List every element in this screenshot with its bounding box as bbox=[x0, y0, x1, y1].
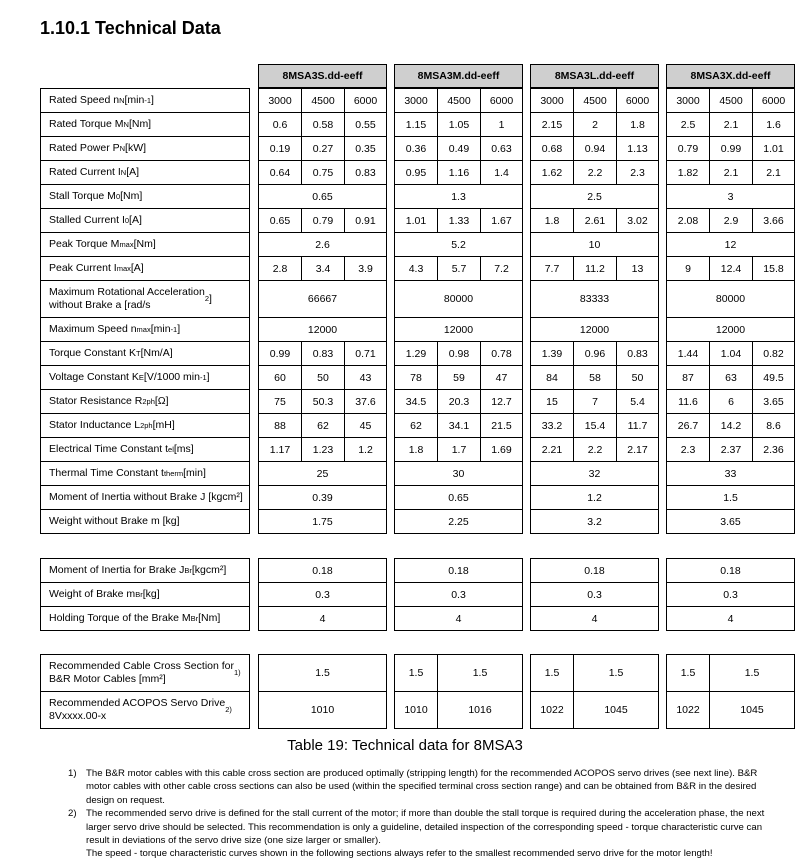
row-label: Recommended ACOPOS Servo Drive 8Vxxxx.00-x 2) bbox=[40, 691, 250, 729]
section-heading: 1.10.1 Technical Data bbox=[40, 18, 221, 38]
row-label: Rated Torque M N [Nm] bbox=[40, 112, 250, 137]
value-cell: 1.2 bbox=[530, 485, 659, 510]
value-cell: 1.15 bbox=[394, 112, 438, 137]
value-cell: 2.2 bbox=[573, 437, 617, 462]
footnote-number: 2) bbox=[68, 808, 77, 820]
value-cell: 87 bbox=[666, 365, 710, 390]
value-cell: 66667 bbox=[258, 280, 387, 318]
value-cell: 3.2 bbox=[530, 509, 659, 534]
value-cell: 25 bbox=[258, 461, 387, 486]
value-cell: 12000 bbox=[394, 317, 523, 342]
value-cell: 50 bbox=[301, 365, 345, 390]
value-cell: 3.9 bbox=[344, 256, 387, 281]
value-cell: 2.9 bbox=[709, 208, 753, 233]
row-label: Voltage Constant K E [V/1000 min -1 ] bbox=[40, 365, 250, 390]
value-cell: 1.8 bbox=[530, 208, 574, 233]
value-cell: 4 bbox=[258, 606, 387, 631]
value-cell: 26.7 bbox=[666, 413, 710, 438]
value-cell: 2.3 bbox=[666, 437, 710, 462]
value-cell: 0.39 bbox=[258, 485, 387, 510]
value-cell: 1.62 bbox=[530, 160, 574, 185]
value-cell: 50.3 bbox=[301, 389, 345, 414]
row-label: Recommended Cable Cross Section for B&R Motor Cables [mm²] 1) bbox=[40, 654, 250, 692]
footnote bbox=[68, 807, 768, 847]
value-cell: 62 bbox=[301, 413, 345, 438]
value-cell: 0.3 bbox=[530, 582, 659, 607]
row-label: Weight of Brake m Br [kg] bbox=[40, 582, 250, 607]
value-cell: 5.2 bbox=[394, 232, 523, 257]
value-cell: 1.5 bbox=[666, 654, 710, 692]
value-cell: 6000 bbox=[752, 88, 795, 113]
value-cell: 0.63 bbox=[480, 136, 523, 161]
value-cell: 0.99 bbox=[709, 136, 753, 161]
value-cell: 1.5 bbox=[437, 654, 523, 692]
value-cell: 2.5 bbox=[530, 184, 659, 209]
value-cell: 32 bbox=[530, 461, 659, 486]
value-cell: 11.2 bbox=[573, 256, 617, 281]
row-label: Rated Current I N [A] bbox=[40, 160, 250, 185]
value-cell: 11.7 bbox=[616, 413, 659, 438]
value-cell: 4 bbox=[666, 606, 795, 631]
value-cell: 2.15 bbox=[530, 112, 574, 137]
value-cell: 1.44 bbox=[666, 341, 710, 366]
value-cell: 3000 bbox=[530, 88, 574, 113]
value-cell: 2.1 bbox=[752, 160, 795, 185]
model-header: 8MSA3L.dd-eeff bbox=[530, 64, 659, 88]
value-cell: 1.5 bbox=[530, 654, 574, 692]
value-cell: 0.35 bbox=[344, 136, 387, 161]
value-cell: 15.8 bbox=[752, 256, 795, 281]
value-cell: 7.7 bbox=[530, 256, 574, 281]
value-cell: 2.61 bbox=[573, 208, 617, 233]
value-cell: 58 bbox=[573, 365, 617, 390]
value-cell: 6000 bbox=[480, 88, 523, 113]
value-cell: 1022 bbox=[530, 691, 574, 729]
value-cell: 21.5 bbox=[480, 413, 523, 438]
value-cell: 0.83 bbox=[301, 341, 345, 366]
value-cell: 1.75 bbox=[258, 509, 387, 534]
value-cell: 0.65 bbox=[258, 208, 302, 233]
value-cell: 0.18 bbox=[666, 558, 795, 583]
value-cell: 4500 bbox=[573, 88, 617, 113]
value-cell: 3000 bbox=[666, 88, 710, 113]
value-cell: 0.83 bbox=[616, 341, 659, 366]
value-cell: 2.08 bbox=[666, 208, 710, 233]
value-cell: 4500 bbox=[301, 88, 345, 113]
value-cell: 0.75 bbox=[301, 160, 345, 185]
row-label: Stall Torque M 0 [Nm] bbox=[40, 184, 250, 209]
value-cell: 0.19 bbox=[258, 136, 302, 161]
value-cell: 1.23 bbox=[301, 437, 345, 462]
row-label: Peak Current I max [A] bbox=[40, 256, 250, 281]
value-cell: 2.17 bbox=[616, 437, 659, 462]
footnotes bbox=[68, 767, 768, 861]
model-header: 8MSA3S.dd-eeff bbox=[258, 64, 387, 88]
row-label: Rated Speed n N [min -1 ] bbox=[40, 88, 250, 113]
value-cell: 2.3 bbox=[616, 160, 659, 185]
value-cell: 4 bbox=[530, 606, 659, 631]
value-cell: 59 bbox=[437, 365, 481, 390]
value-cell: 30 bbox=[394, 461, 523, 486]
value-cell: 80000 bbox=[394, 280, 523, 318]
value-cell: 0.79 bbox=[301, 208, 345, 233]
value-cell: 3.65 bbox=[752, 389, 795, 414]
value-cell: 12000 bbox=[258, 317, 387, 342]
value-cell: 75 bbox=[258, 389, 302, 414]
value-cell: 1.7 bbox=[437, 437, 481, 462]
value-cell: 1010 bbox=[258, 691, 387, 729]
value-cell: 0.18 bbox=[530, 558, 659, 583]
value-cell: 0.58 bbox=[301, 112, 345, 137]
table-caption: Table 19: Technical data for 8MSA3 bbox=[287, 737, 523, 754]
value-cell: 3.02 bbox=[616, 208, 659, 233]
value-cell: 1.13 bbox=[616, 136, 659, 161]
value-cell: 1.01 bbox=[394, 208, 438, 233]
value-cell: 1022 bbox=[666, 691, 710, 729]
value-cell: 11.6 bbox=[666, 389, 710, 414]
value-cell: 1.82 bbox=[666, 160, 710, 185]
value-cell: 1.2 bbox=[344, 437, 387, 462]
value-cell: 1.67 bbox=[480, 208, 523, 233]
value-cell: 1.04 bbox=[709, 341, 753, 366]
value-cell: 1.29 bbox=[394, 341, 438, 366]
value-cell: 3.66 bbox=[752, 208, 795, 233]
value-cell: 60 bbox=[258, 365, 302, 390]
value-cell: 0.98 bbox=[437, 341, 481, 366]
row-label: Stalled Current I 0 [A] bbox=[40, 208, 250, 233]
value-cell: 1010 bbox=[394, 691, 438, 729]
row-label: Peak Torque M max [Nm] bbox=[40, 232, 250, 257]
value-cell: 15 bbox=[530, 389, 574, 414]
row-label: Moment of Inertia without Brake J [kgcm²] bbox=[40, 485, 250, 510]
value-cell: 4 bbox=[394, 606, 523, 631]
row-label: Stator Resistance R 2ph [Ω] bbox=[40, 389, 250, 414]
value-cell: 0.82 bbox=[752, 341, 795, 366]
value-cell: 62 bbox=[394, 413, 438, 438]
value-cell: 34.1 bbox=[437, 413, 481, 438]
row-label: Electrical Time Constant t el [ms] bbox=[40, 437, 250, 462]
value-cell: 2.2 bbox=[573, 160, 617, 185]
value-cell: 1.39 bbox=[530, 341, 574, 366]
value-cell: 2.21 bbox=[530, 437, 574, 462]
value-cell: 20.3 bbox=[437, 389, 481, 414]
value-cell: 15.4 bbox=[573, 413, 617, 438]
value-cell: 1.16 bbox=[437, 160, 481, 185]
row-label: Maximum Speed n max [min -1 ] bbox=[40, 317, 250, 342]
value-cell: 8.6 bbox=[752, 413, 795, 438]
value-cell: 12000 bbox=[530, 317, 659, 342]
value-cell: 0.96 bbox=[573, 341, 617, 366]
value-cell: 33.2 bbox=[530, 413, 574, 438]
value-cell: 1.5 bbox=[573, 654, 659, 692]
value-cell: 12 bbox=[666, 232, 795, 257]
value-cell: 83333 bbox=[530, 280, 659, 318]
value-cell: 37.6 bbox=[344, 389, 387, 414]
value-cell: 1.5 bbox=[666, 485, 795, 510]
value-cell: 1016 bbox=[437, 691, 523, 729]
value-cell: 13 bbox=[616, 256, 659, 281]
row-label: Stator Inductance L 2ph [mH] bbox=[40, 413, 250, 438]
value-cell: 0.79 bbox=[666, 136, 710, 161]
value-cell: 0.6 bbox=[258, 112, 302, 137]
value-cell: 0.95 bbox=[394, 160, 438, 185]
row-label: Thermal Time Constant t therm [min] bbox=[40, 461, 250, 486]
value-cell: 0.3 bbox=[258, 582, 387, 607]
value-cell: 3000 bbox=[394, 88, 438, 113]
value-cell: 33 bbox=[666, 461, 795, 486]
value-cell: 78 bbox=[394, 365, 438, 390]
value-cell: 0.78 bbox=[480, 341, 523, 366]
value-cell: 43 bbox=[344, 365, 387, 390]
footnote-text: The recommended servo drive is defined for the stall current of the motor; if more than double the stall torque is required during the acceleration phase, the next larger servo drive should be selected. This recommendation is only a guideline, detailed inspection of the corresponding speed - torque characteristic curve can result in deviations of the servo drive size (one size larger or smaller). bbox=[86, 808, 765, 847]
value-cell: 1.17 bbox=[258, 437, 302, 462]
value-cell: 14.2 bbox=[709, 413, 753, 438]
row-label: Torque Constant K T [Nm/A] bbox=[40, 341, 250, 366]
value-cell: 5.7 bbox=[437, 256, 481, 281]
footnote-extra-text: The speed - torque characteristic curves shown in the following sections always refer to the smallest recommended servo drive for the motor length! bbox=[86, 848, 713, 860]
value-cell: 1.69 bbox=[480, 437, 523, 462]
value-cell: 0.68 bbox=[530, 136, 574, 161]
value-cell: 1.4 bbox=[480, 160, 523, 185]
value-cell: 0.3 bbox=[666, 582, 795, 607]
value-cell: 63 bbox=[709, 365, 753, 390]
value-cell: 0.83 bbox=[344, 160, 387, 185]
value-cell: 50 bbox=[616, 365, 659, 390]
value-cell: 1.3 bbox=[394, 184, 523, 209]
value-cell: 12.7 bbox=[480, 389, 523, 414]
value-cell: 1.05 bbox=[437, 112, 481, 137]
row-label: Holding Torque of the Brake M Br [Nm] bbox=[40, 606, 250, 631]
value-cell: 1.33 bbox=[437, 208, 481, 233]
value-cell: 6000 bbox=[344, 88, 387, 113]
value-cell: 1045 bbox=[709, 691, 795, 729]
value-cell: 47 bbox=[480, 365, 523, 390]
value-cell: 2.37 bbox=[709, 437, 753, 462]
value-cell: 1.6 bbox=[752, 112, 795, 137]
value-cell: 1.5 bbox=[258, 654, 387, 692]
value-cell: 1.8 bbox=[616, 112, 659, 137]
value-cell: 2.8 bbox=[258, 256, 302, 281]
value-cell: 1.8 bbox=[394, 437, 438, 462]
row-label: Moment of Inertia for Brake J Br [kgcm²] bbox=[40, 558, 250, 583]
value-cell: 6 bbox=[709, 389, 753, 414]
value-cell: 3 bbox=[666, 184, 795, 209]
value-cell: 3.4 bbox=[301, 256, 345, 281]
value-cell: 0.64 bbox=[258, 160, 302, 185]
value-cell: 0.71 bbox=[344, 341, 387, 366]
value-cell: 0.49 bbox=[437, 136, 481, 161]
value-cell: 0.94 bbox=[573, 136, 617, 161]
value-cell: 0.65 bbox=[258, 184, 387, 209]
value-cell: 4500 bbox=[709, 88, 753, 113]
value-cell: 1.5 bbox=[709, 654, 795, 692]
value-cell: 1 bbox=[480, 112, 523, 137]
value-cell: 7.2 bbox=[480, 256, 523, 281]
value-cell: 1045 bbox=[573, 691, 659, 729]
value-cell: 1.01 bbox=[752, 136, 795, 161]
value-cell: 2.6 bbox=[258, 232, 387, 257]
footnote-number: 1) bbox=[68, 768, 77, 779]
value-cell: 0.91 bbox=[344, 208, 387, 233]
row-label: Maximum Rotational Acceleration without Brake a [rad/s 2 ] bbox=[40, 280, 250, 318]
value-cell: 2.36 bbox=[752, 437, 795, 462]
value-cell: 0.55 bbox=[344, 112, 387, 137]
value-cell: 6000 bbox=[616, 88, 659, 113]
value-cell: 0.3 bbox=[394, 582, 523, 607]
value-cell: 0.36 bbox=[394, 136, 438, 161]
value-cell: 0.18 bbox=[258, 558, 387, 583]
model-header: 8MSA3X.dd-eeff bbox=[666, 64, 795, 88]
value-cell: 2 bbox=[573, 112, 617, 137]
value-cell: 2.5 bbox=[666, 112, 710, 137]
value-cell: 10 bbox=[530, 232, 659, 257]
footnote bbox=[68, 767, 768, 807]
value-cell: 0.65 bbox=[394, 485, 523, 510]
value-cell: 2.1 bbox=[709, 160, 753, 185]
value-cell: 1.5 bbox=[394, 654, 438, 692]
row-label: Rated Power P N [kW] bbox=[40, 136, 250, 161]
value-cell: 4.3 bbox=[394, 256, 438, 281]
value-cell: 0.27 bbox=[301, 136, 345, 161]
model-header: 8MSA3M.dd-eeff bbox=[394, 64, 523, 88]
value-cell: 49.5 bbox=[752, 365, 795, 390]
value-cell: 3.65 bbox=[666, 509, 795, 534]
footnote-text: The B&R motor cables with this cable cross section are produced optimally (stripping length) for the recommended ACOPOS servo drives (see next line). B&R motor cables with other cable cross sections can also be used (within the specified terminal cross section range) and can be obtained from B&R in the desired design on request. bbox=[86, 768, 758, 806]
value-cell: 34.5 bbox=[394, 389, 438, 414]
value-cell: 2.1 bbox=[709, 112, 753, 137]
value-cell: 4500 bbox=[437, 88, 481, 113]
value-cell: 5.4 bbox=[616, 389, 659, 414]
value-cell: 88 bbox=[258, 413, 302, 438]
value-cell: 7 bbox=[573, 389, 617, 414]
value-cell: 0.18 bbox=[394, 558, 523, 583]
value-cell: 45 bbox=[344, 413, 387, 438]
value-cell: 9 bbox=[666, 256, 710, 281]
value-cell: 84 bbox=[530, 365, 574, 390]
value-cell: 12000 bbox=[666, 317, 795, 342]
value-cell: 3000 bbox=[258, 88, 302, 113]
value-cell: 2.25 bbox=[394, 509, 523, 534]
value-cell: 12.4 bbox=[709, 256, 753, 281]
value-cell: 0.99 bbox=[258, 341, 302, 366]
row-label: Weight without Brake m [kg] bbox=[40, 509, 250, 534]
value-cell: 80000 bbox=[666, 280, 795, 318]
